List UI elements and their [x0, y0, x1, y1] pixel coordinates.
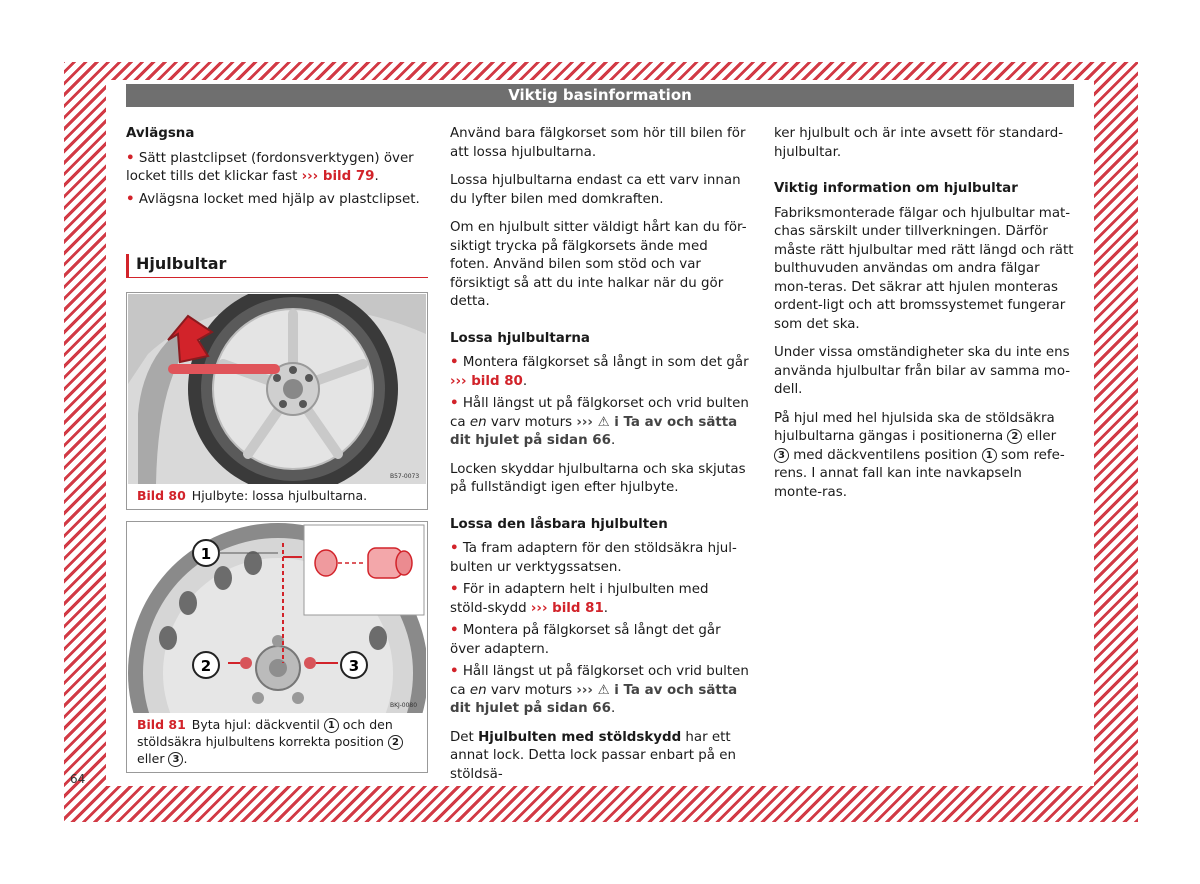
figure-link[interactable]: ››› bild 81 [530, 600, 604, 616]
bullet-icon: • [126, 150, 135, 166]
bullet-icon: • [450, 355, 459, 370]
list-item [126, 191, 428, 210]
warning-link[interactable]: ››› ⚠ i Ta av och sätta dit hjulet på sidan 66 [450, 414, 738, 448]
warning-link[interactable]: ››› ⚠ i Ta av och sätta dit hjulet på sidan 66 [450, 682, 738, 716]
marker-ref-3: 3 [774, 448, 789, 463]
figure-code: BKJ-0080 [390, 702, 418, 709]
emphasis: en [469, 414, 487, 430]
paragraph-text: har ett annat lock. Detta lock passar enbart på en stöldsä- [450, 729, 736, 782]
list-item: • Håll längst ut på fälgkorset och vrid bulten ca en varv moturs ››› ⚠ i Ta av och sätta dit hjulet på sidan 66. [450, 396, 749, 448]
subheading-loosen-bolts: Lossa hjulbultarna [450, 330, 590, 346]
marker-ref-1: 1 [324, 718, 339, 733]
bullet-icon: • [450, 582, 459, 597]
bullet-icon: • [450, 396, 459, 411]
paragraph-text: som refe-rens. I annat fall kan inte navkapseln monte-ras. [774, 447, 1065, 500]
caption-text: och den stöldsäkra hjulbultens korrekta position [137, 717, 393, 749]
list-item-text: varv moturs [486, 414, 577, 430]
list-item-text: varv moturs [486, 682, 577, 698]
figure-81 [126, 521, 428, 773]
column-left [126, 125, 428, 219]
list-item-text: Håll längst ut på fälgkorset och vrid bulten ca [450, 664, 749, 698]
svg-text:3: 3 [348, 657, 360, 675]
bold-term: Hjulbulten med stöldskydd [478, 729, 682, 745]
list-item-text: För in adaptern helt i hjulbulten med stöld-skydd [450, 582, 709, 616]
figure-link[interactable]: ››› bild 79 [301, 169, 375, 184]
subheading-bolt-info: Viktig information om hjulbultar [774, 181, 1018, 196]
marker-ref-2: 2 [388, 735, 403, 750]
chapter-header: Viktig basinformation [126, 84, 1074, 107]
paragraph: Om en hjulbult sitter väldigt hårt kan du för-siktigt trycka på fälgkorsets ände med foten. Använd bilen som stöd och var försiktigt så att du inte halkar när du gör detta. [450, 220, 747, 309]
list-item [450, 622, 750, 659]
paragraph: Lossa hjulbultarna endast ca ett varv innan du lyfter bilen med domkraften. [450, 173, 741, 207]
caption-text: . [183, 751, 188, 766]
paragraph: ker hjulbult och är inte avsett för standard-hjulbultar. [774, 126, 1064, 160]
paragraph-text: med däckventilens position [789, 447, 982, 463]
list-item-text: Montera på fälgkorset så långt det går över adaptern. [450, 623, 721, 657]
anti-theft-bolt-illustration [128, 523, 426, 713]
paragraph-text: eller [1022, 429, 1057, 444]
svg-text:2: 2 [200, 657, 212, 675]
caption-text: Byta hjul: däckventil [191, 717, 324, 732]
list-item: • Montera fälgkorset så långt in som det går ››› bild 80. [450, 355, 749, 389]
paragraph [450, 729, 750, 785]
marker-ref-1: 1 [982, 448, 997, 463]
bullet-icon: • [450, 664, 459, 679]
column-middle [450, 125, 750, 794]
caption-text: eller [137, 751, 169, 766]
marker-1 [193, 540, 219, 566]
list-item-text: Montera fälgkorset så långt in som det går [462, 355, 749, 370]
column-right [774, 125, 1074, 512]
page-number: 64 [70, 772, 86, 786]
figure-caption [137, 716, 419, 767]
figure-caption [137, 487, 419, 504]
list-item: • Håll längst ut på fälgkorset och vrid bulten ca en varv moturs ››› ⚠ i Ta av och sätta dit hjulet på sidan 66. [450, 664, 749, 716]
bullet-icon: • [450, 623, 459, 638]
figure-80 [126, 292, 428, 510]
list-item: • För in adaptern helt i hjulbulten med stöld-skydd ››› bild 81. [450, 582, 709, 616]
list-item: • Sätt plastclipset (fordonsverktygen) över locket tills det klickar fast ››› bild 79. [126, 150, 414, 184]
paragraph: Under vissa omständigheter ska du inte ens använda hjulbultar från bilar av samma mo-dell. [774, 345, 1071, 397]
list-item-text: Sätt plastclipset (fordonsverktygen) över locket tills det klickar fast [126, 150, 414, 184]
subheading-remove: Avlägsna [126, 126, 195, 141]
paragraph-text: På hjul med hel hjulsida ska de stöldsäkra hjulbultarna gängas i positionerna [774, 410, 1055, 444]
list-item [450, 540, 750, 577]
paragraph: Fabriksmonterade fälgar och hjulbultar mat-chas särskilt under tillverkningen. Därför måste rätt hjulbultar med rätt längd och rätt bulthuvuden användas om andra fälgar mon-teras. Det säkrar att hjulen monteras ordent-ligt och att bromssystemet fungerar som det ska. [774, 205, 1074, 332]
paragraph-text: Det [450, 729, 479, 745]
list-item-text: Ta fram adaptern för den stöldsäkra hjul-bulten ur verktygssatsen. [450, 541, 737, 575]
figure-code: B57-0073 [390, 473, 420, 480]
marker-3 [341, 652, 367, 678]
caption-text: Hjulbyte: lossa hjulbultarna. [191, 488, 368, 503]
bullet-icon: • [450, 541, 459, 556]
paragraph: Använd bara fälgkorset som hör till bilen för att lossa hjulbultarna. [450, 126, 746, 160]
marker-2 [193, 652, 219, 678]
paragraph [774, 410, 1074, 503]
marker-ref-2: 2 [1007, 429, 1022, 444]
marker-ref-3: 3 [168, 752, 183, 767]
list-item-text: Håll längst ut på fälgkorset och vrid bulten ca [450, 396, 749, 430]
subheading-locking-bolt: Lossa den låsbara hjulbulten [450, 516, 668, 532]
figure-link[interactable]: ››› bild 80 [450, 373, 523, 389]
svg-text:1: 1 [200, 545, 212, 563]
paragraph: Locken skyddar hjulbultarna och ska skjutas på fullständigt igen efter hjulbyte. [450, 461, 746, 495]
figure-label: Bild 81 [137, 717, 186, 732]
bullet-icon: • [126, 191, 135, 207]
figure-label: Bild 80 [137, 488, 186, 503]
list-item-text: Avlägsna locket med hjälp av plastclipset. [138, 191, 420, 207]
wheel-removal-illustration [128, 294, 426, 484]
emphasis: en [469, 682, 487, 698]
section-title: Hjulbultar [126, 254, 428, 278]
